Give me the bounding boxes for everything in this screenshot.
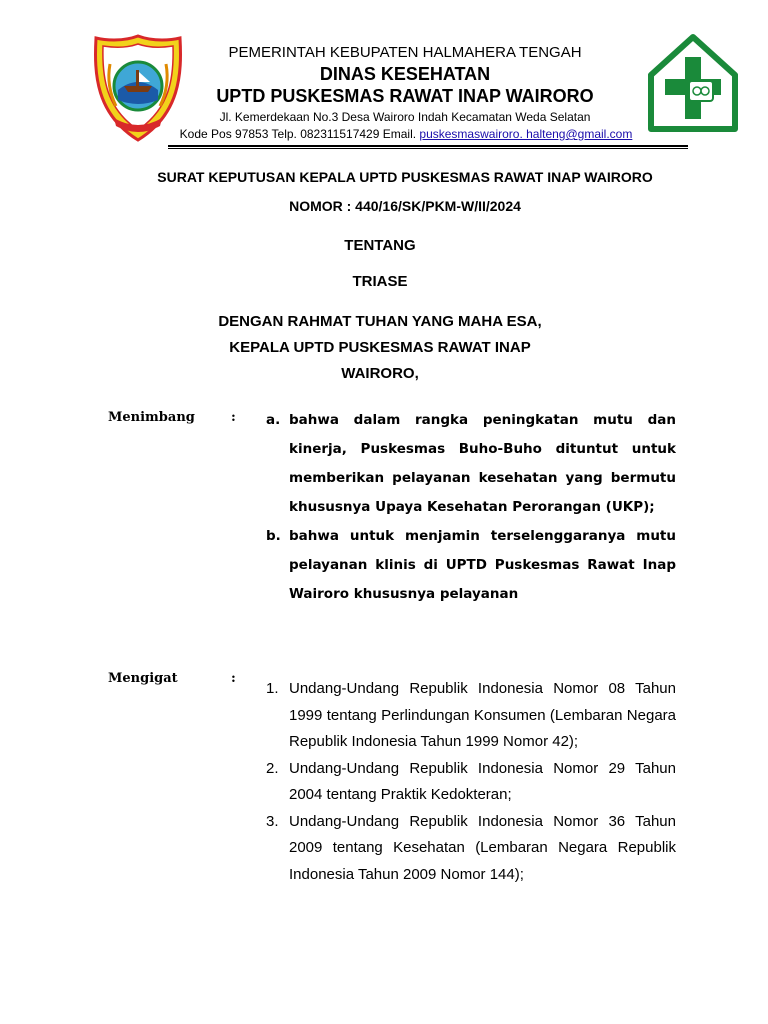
list-item xyxy=(266,676,676,756)
menimbang-list xyxy=(266,406,676,648)
item-text: Undang-Undang Republik Indonesia Nomor 29 Tahun 2004 tentang Praktik Kedokteran; xyxy=(289,759,676,803)
decree-subject: TRIASE xyxy=(352,273,408,290)
letterhead-government: PEMERINTAH KEBUPATEN HALMAHERA TENGAH xyxy=(228,44,582,61)
item-marker: 1. xyxy=(266,680,279,697)
decree-number: NOMOR : 440/16/SK/PKM-W/II/2024 xyxy=(289,198,521,214)
item-text: bahwa dalam rangka peningkatan mutu dan kinerja, Puskesmas Buho-Buho dituntut untuk memberikan pelayanan kesehatan yang bermutu khususnya Upaya Kesehatan Perorangan (UKP); xyxy=(289,412,676,515)
decree-title: SURAT KEPUTUSAN KEPALA UPTD PUSKESMAS RAWAT INAP WAIRORO xyxy=(157,169,653,185)
opening-statement: DENGAN RAHMAT TUHAN YANG MAHA ESA, KEPALA UPTD PUSKESMAS RAWAT INAP WAIRORO, xyxy=(218,313,542,382)
tentang-heading: TENTANG xyxy=(344,237,416,254)
list-item xyxy=(266,809,676,889)
item-text: bahwa untuk menjamin terselenggaranya mutu pelayanan klinis di UPTD Puskesmas Rawat Inap Wairoro khususnya pelayanan xyxy=(289,528,676,602)
item-marker: b. xyxy=(266,528,281,544)
menimbang-colon: : xyxy=(231,410,236,425)
letterhead-rule xyxy=(168,145,688,147)
list-item xyxy=(266,522,676,609)
item-text: Undang-Undang Republik Indonesia Nomor 36 Tahun 2009 tentang Kesehatan (Lembaran Negara Republik Indonesia Tahun 2009 Nomor 144); xyxy=(289,812,676,883)
item-marker: 2. xyxy=(266,759,279,777)
contact-text: Kode Pos 97853 Telp. 082311517429 Email. xyxy=(179,127,420,141)
item-marker: 3. xyxy=(266,812,279,830)
item-text: Undang-Undang Republik Indonesia Nomor 08 Tahun 1999 tentang Perlindungan Konsumen (Lembaran Negara Republik Indonesia Tahun 1999 Nomor 42); xyxy=(289,680,676,750)
letterhead-agency: DINAS KESEHATAN xyxy=(319,64,491,84)
letterhead-institution: UPTD PUSKESMAS RAWAT INAP WAIRORO xyxy=(216,86,594,106)
mengingat-label: Mengigat xyxy=(108,671,178,686)
email-link[interactable]: puskesmaswairoro. halteng@gmail.com xyxy=(419,127,633,141)
letterhead-contact xyxy=(150,127,662,141)
mengingat-colon: : xyxy=(231,671,236,686)
letterhead-address: Jl. Kemerdekaan No.3 Desa Wairoro Indah Kecamatan Weda Selatan xyxy=(219,110,591,124)
item-marker: a. xyxy=(266,412,281,428)
mengingat-list xyxy=(266,676,676,888)
letterhead-rule-thin xyxy=(168,148,688,149)
list-item xyxy=(266,756,676,809)
menimbang-label: Menimbang xyxy=(108,410,195,425)
list-item xyxy=(266,406,676,522)
puskesmas-cross-icon xyxy=(647,33,739,133)
